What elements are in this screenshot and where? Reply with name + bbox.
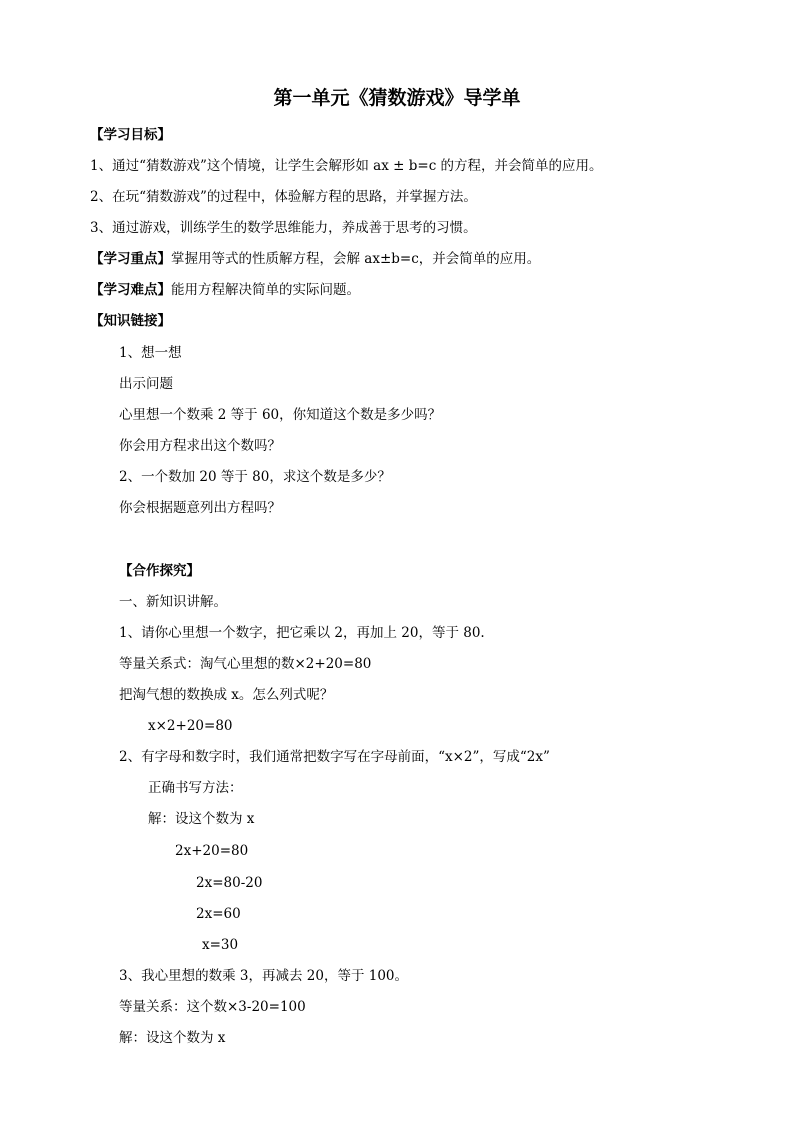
cooperation-line-6: 2、有字母和数字时，我们通常把数字写在字母前面，“x×2”，写成“2x”: [119, 749, 550, 765]
cooperation-line-4: 把淘气想的数换成 x。怎么列式呢？: [119, 687, 334, 703]
cooperation-step-3: 2x=60: [196, 906, 241, 922]
cooperation-line-15: 解：设这个数为 x: [119, 1030, 226, 1046]
key-point-heading: 【学习重点】: [90, 251, 171, 267]
cooperation-line-3: 等量关系式：淘气心里想的数×2+20=80: [119, 656, 372, 672]
knowledge-line-3: 心里想一个数乘 2 等于 60，你知道这个数是多少吗？: [119, 407, 442, 423]
difficulty-heading: 【学习难点】: [90, 282, 171, 298]
cooperation-heading: 【合作探究】: [119, 563, 200, 579]
key-point-line: [90, 251, 540, 267]
knowledge-line-6: 你会根据题意列出方程吗？: [119, 500, 281, 516]
difficulty-line: [90, 282, 360, 298]
knowledge-line-1: 1、想一想: [119, 345, 182, 361]
knowledge-line-5: 2、一个数加 20 等于 80，求这个数是多少？: [119, 469, 391, 485]
objective-item-2: 2、在玩“猜数游戏”的过程中，体验解方程的思路，并掌握方法。: [90, 189, 477, 205]
page-title: 第一单元《猜数游戏》导学单: [273, 87, 521, 109]
cooperation-line-7: 正确书写方法：: [148, 780, 243, 796]
cooperation-solution-intro: 解：设这个数为 x: [148, 811, 255, 827]
cooperation-step-1: 2x+20=80: [175, 843, 249, 859]
cooperation-step-4: x=30: [202, 937, 239, 953]
cooperation-line-2: 1、请你心里想一个数字，把它乘以 2，再加上 20，等于 80.: [119, 625, 485, 641]
knowledge-line-4: 你会用方程求出这个数吗？: [119, 438, 281, 454]
cooperation-step-2: 2x=80-20: [196, 875, 263, 891]
objective-item-3: 3、通过游戏，训练学生的数学思维能力，养成善于思考的习惯。: [90, 220, 477, 236]
cooperation-equation-1: x×2+20=80: [148, 718, 233, 734]
difficulty-text: 能用方程解决简单的实际问题。: [171, 282, 360, 298]
knowledge-link-heading: 【知识链接】: [90, 313, 171, 329]
cooperation-line-14: 等量关系：这个数×3-20=100: [119, 999, 306, 1015]
objectives-heading: 【学习目标】: [90, 127, 171, 143]
cooperation-line-1: 一、新知识讲解。: [119, 594, 227, 610]
objective-item-1: 1、通过“猜数游戏”这个情境，让学生会解形如 ax ± b=c 的方程，并会简单的应用。: [90, 158, 603, 174]
key-point-text: 掌握用等式的性质解方程，会解 ax±b=c，并会简单的应用。: [171, 251, 541, 267]
cooperation-line-13: 3、我心里想的数乘 3，再减去 20，等于 100。: [119, 968, 408, 984]
knowledge-line-2: 出示问题: [119, 376, 173, 392]
